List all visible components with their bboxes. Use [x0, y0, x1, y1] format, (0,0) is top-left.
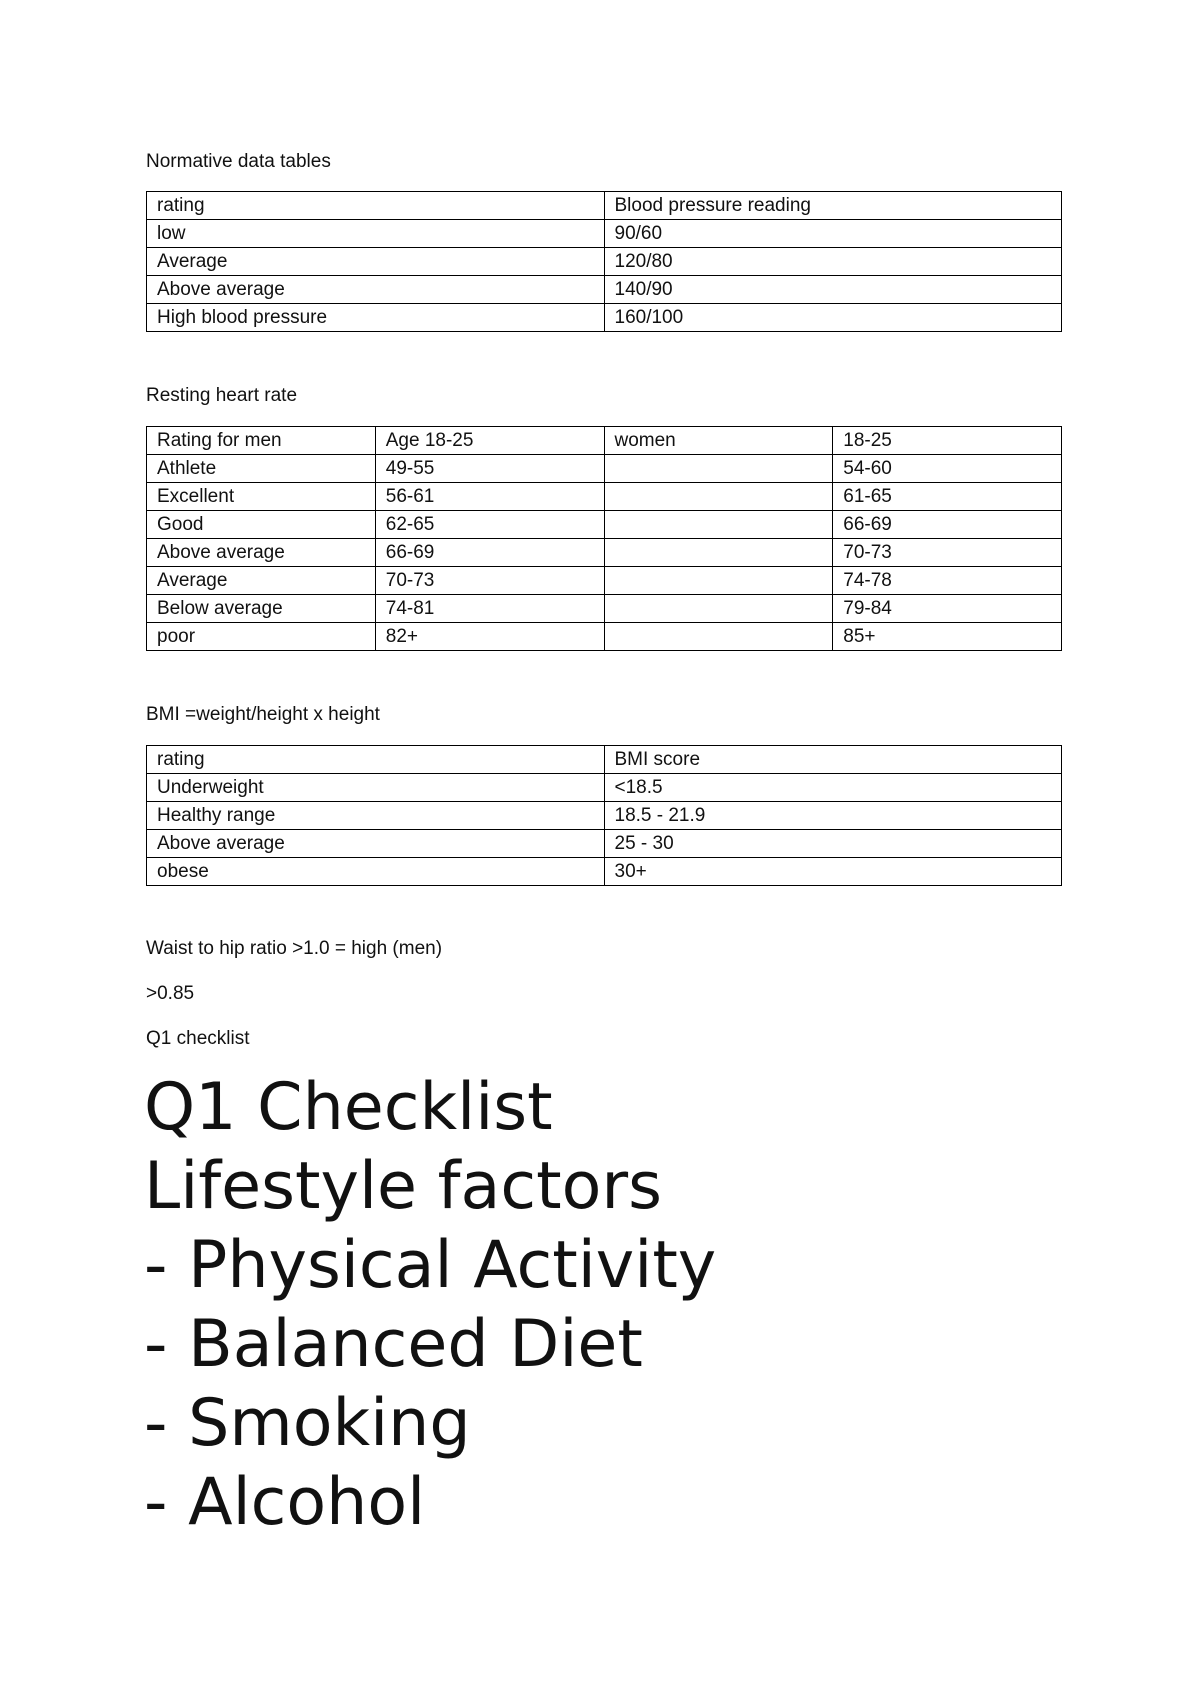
table-cell: 56-61: [375, 483, 604, 511]
table-header-row: [147, 192, 1062, 220]
table-cell: 74-78: [833, 567, 1062, 595]
table-cell: 120/80: [604, 248, 1062, 276]
table-row: [147, 248, 1062, 276]
table-cell: High blood pressure: [147, 304, 605, 332]
table-header-cell: 18-25: [833, 427, 1062, 455]
table-cell: Good: [147, 511, 376, 539]
table-cell: Healthy range: [147, 802, 605, 830]
table-row: [147, 539, 1062, 567]
table-cell: Above average: [147, 276, 605, 304]
table-cell: 25 - 30: [604, 830, 1062, 858]
table-cell: Below average: [147, 595, 376, 623]
table-header-cell: Rating for men: [147, 427, 376, 455]
table-cell: [604, 539, 833, 567]
table-header-cell: BMI score: [604, 746, 1062, 774]
table-cell: low: [147, 220, 605, 248]
table-cell: [604, 455, 833, 483]
table-cell: 30+: [604, 858, 1062, 886]
table-header-cell: women: [604, 427, 833, 455]
table-cell: 140/90: [604, 276, 1062, 304]
table-cell: [604, 511, 833, 539]
table-cell: 160/100: [604, 304, 1062, 332]
table-cell: Average: [147, 567, 376, 595]
table-header-cell: Age 18-25: [375, 427, 604, 455]
table-header-cell: rating: [147, 746, 605, 774]
table-cell: 82+: [375, 623, 604, 651]
heart-rate-table: [146, 426, 1062, 651]
table-row: [147, 455, 1062, 483]
table-row: [147, 595, 1062, 623]
checklist-item: - Physical Activity: [144, 1228, 717, 1303]
table-cell: 74-81: [375, 595, 604, 623]
heart-rate-title: Resting heart rate: [146, 385, 298, 406]
table-header-cell: Blood pressure reading: [604, 192, 1062, 220]
table-cell: Underweight: [147, 774, 605, 802]
table-cell: Excellent: [147, 483, 376, 511]
table-cell: Above average: [147, 539, 376, 567]
page-heading: Normative data tables: [146, 151, 331, 172]
table-row: [147, 830, 1062, 858]
checklist-item: - Smoking: [144, 1386, 471, 1461]
table-cell: 66-69: [833, 511, 1062, 539]
blood-pressure-table: [146, 191, 1062, 332]
table-cell: Athlete: [147, 455, 376, 483]
table-cell: [604, 595, 833, 623]
table-cell: 66-69: [375, 539, 604, 567]
table-cell: 49-55: [375, 455, 604, 483]
waist-hip-ratio-threshold: >0.85: [146, 983, 195, 1004]
table-cell: 61-65: [833, 483, 1062, 511]
table-cell: 85+: [833, 623, 1062, 651]
table-row: [147, 304, 1062, 332]
table-cell: 79-84: [833, 595, 1062, 623]
table-cell: 18.5 - 21.9: [604, 802, 1062, 830]
table-row: [147, 220, 1062, 248]
table-cell: 54-60: [833, 455, 1062, 483]
table-header-row: [147, 427, 1062, 455]
table-row: [147, 802, 1062, 830]
table-row: [147, 567, 1062, 595]
table-cell: 70-73: [375, 567, 604, 595]
table-cell: 62-65: [375, 511, 604, 539]
checklist-item: - Alcohol: [144, 1465, 426, 1540]
table-cell: <18.5: [604, 774, 1062, 802]
table-cell: 90/60: [604, 220, 1062, 248]
table-cell: [604, 623, 833, 651]
table-row: [147, 276, 1062, 304]
waist-hip-ratio-men: Waist to hip ratio >1.0 = high (men): [146, 938, 443, 959]
table-cell: 70-73: [833, 539, 1062, 567]
table-row: [147, 511, 1062, 539]
checklist-item: - Balanced Diet: [144, 1307, 643, 1382]
table-row: [147, 483, 1062, 511]
table-cell: [604, 567, 833, 595]
table-header-row: [147, 746, 1062, 774]
table-cell: obese: [147, 858, 605, 886]
table-row: [147, 623, 1062, 651]
table-cell: Above average: [147, 830, 605, 858]
table-cell: poor: [147, 623, 376, 651]
checklist-title: Q1 Checklist: [144, 1070, 553, 1145]
table-row: [147, 774, 1062, 802]
q1-checklist-label: Q1 checklist: [146, 1028, 250, 1049]
table-header-cell: rating: [147, 192, 605, 220]
table-cell: Average: [147, 248, 605, 276]
table-cell: [604, 483, 833, 511]
checklist-subtitle: Lifestyle factors: [144, 1149, 662, 1224]
bmi-table: [146, 745, 1062, 886]
table-row: [147, 858, 1062, 886]
bmi-title: BMI =weight/height x height: [146, 704, 380, 725]
